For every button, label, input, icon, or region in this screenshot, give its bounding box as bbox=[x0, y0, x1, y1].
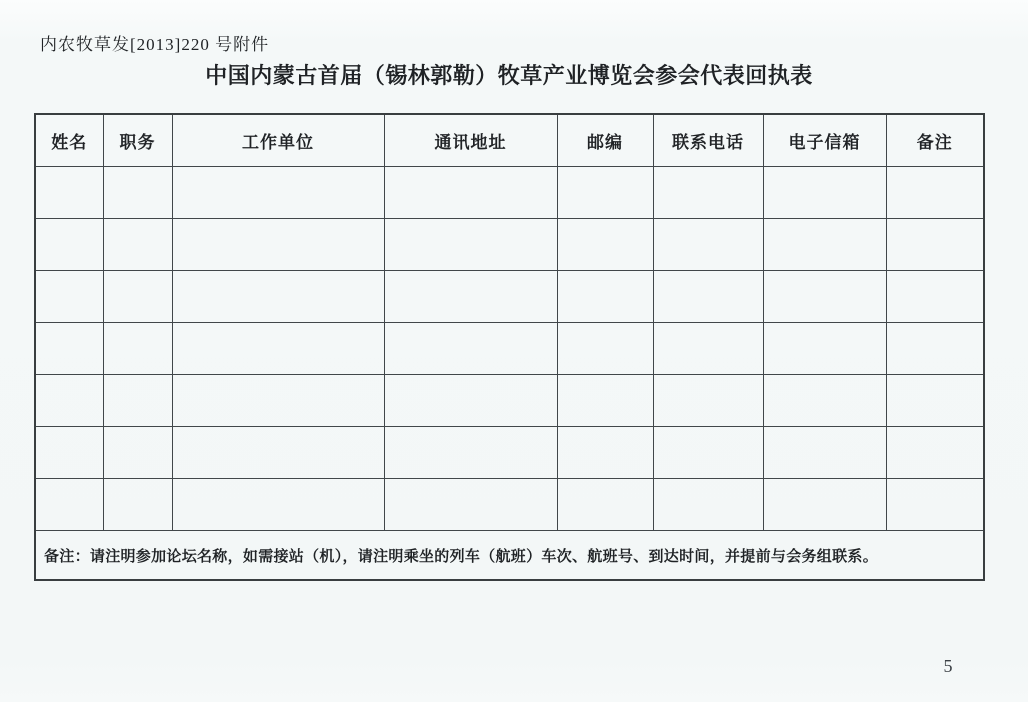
table-cell bbox=[557, 374, 653, 426]
table-cell bbox=[384, 426, 557, 478]
page-title: 中国内蒙古首届（锡林郭勒）牧草产业博览会参会代表回执表 bbox=[205, 63, 813, 88]
table-cell bbox=[35, 374, 103, 426]
table-cell bbox=[653, 374, 763, 426]
table-cell bbox=[384, 478, 557, 530]
table-cell bbox=[384, 166, 557, 218]
table-cell bbox=[557, 322, 653, 374]
table-cell bbox=[653, 478, 763, 530]
table-cell bbox=[172, 270, 384, 322]
reply-form-table bbox=[34, 113, 985, 581]
table-cell bbox=[557, 426, 653, 478]
table-cell bbox=[172, 166, 384, 218]
table-cell bbox=[172, 426, 384, 478]
column-header-phone: 联系电话 bbox=[653, 114, 763, 166]
table-cell bbox=[886, 426, 984, 478]
table-cell bbox=[172, 218, 384, 270]
table-cell bbox=[763, 218, 886, 270]
table-cell bbox=[103, 322, 172, 374]
table-cell bbox=[763, 478, 886, 530]
table-cell bbox=[886, 478, 984, 530]
page-number: 5 bbox=[943, 656, 953, 676]
table-cell bbox=[103, 478, 172, 530]
table-cell bbox=[103, 166, 172, 218]
table-note-row bbox=[35, 530, 984, 580]
table-cell bbox=[35, 478, 103, 530]
table-row bbox=[35, 478, 984, 530]
table-cell bbox=[886, 270, 984, 322]
table-cell bbox=[103, 218, 172, 270]
column-header-name: 姓名 bbox=[35, 114, 103, 166]
column-header-position: 职务 bbox=[103, 114, 172, 166]
table-cell bbox=[653, 166, 763, 218]
table-cell bbox=[35, 270, 103, 322]
table-cell bbox=[557, 166, 653, 218]
table-cell bbox=[886, 166, 984, 218]
table-cell bbox=[886, 374, 984, 426]
table-cell bbox=[384, 218, 557, 270]
table-cell bbox=[763, 166, 886, 218]
column-header-postcode: 邮编 bbox=[557, 114, 653, 166]
table-cell bbox=[35, 166, 103, 218]
table-cell bbox=[103, 374, 172, 426]
table-cell bbox=[763, 374, 886, 426]
table-cell bbox=[653, 218, 763, 270]
table-cell bbox=[172, 478, 384, 530]
table-row bbox=[35, 270, 984, 322]
table-row bbox=[35, 166, 984, 218]
table-cell bbox=[886, 218, 984, 270]
table-cell bbox=[103, 426, 172, 478]
table-row bbox=[35, 218, 984, 270]
table-cell bbox=[35, 426, 103, 478]
table-cell bbox=[35, 322, 103, 374]
table-cell bbox=[557, 218, 653, 270]
table-cell bbox=[172, 322, 384, 374]
table-cell bbox=[557, 478, 653, 530]
table-row bbox=[35, 426, 984, 478]
table-cell bbox=[886, 322, 984, 374]
table-cell bbox=[763, 270, 886, 322]
column-header-email: 电子信箱 bbox=[763, 114, 886, 166]
table-header-row bbox=[35, 114, 984, 166]
table-cell bbox=[653, 322, 763, 374]
column-header-work-unit: 工作单位 bbox=[172, 114, 384, 166]
table-cell bbox=[653, 426, 763, 478]
table-cell bbox=[103, 270, 172, 322]
column-header-remarks: 备注 bbox=[886, 114, 984, 166]
table-cell bbox=[384, 270, 557, 322]
table-cell bbox=[172, 374, 384, 426]
table-cell bbox=[763, 426, 886, 478]
table-cell bbox=[557, 270, 653, 322]
table-row bbox=[35, 322, 984, 374]
table-row bbox=[35, 374, 984, 426]
table-cell bbox=[35, 218, 103, 270]
table-cell bbox=[384, 374, 557, 426]
table-cell bbox=[763, 322, 886, 374]
table-note: 备注：请注明参加论坛名称，如需接站（机），请注明乘坐的列车（航班）车次、航班号、到达时间，并提前与会务组联系。 bbox=[35, 530, 984, 580]
table-cell bbox=[384, 322, 557, 374]
column-header-mailing-address: 通讯地址 bbox=[384, 114, 557, 166]
doc-reference: 内农牧草发[2013]220 号附件 bbox=[40, 35, 270, 54]
table-cell bbox=[653, 270, 763, 322]
